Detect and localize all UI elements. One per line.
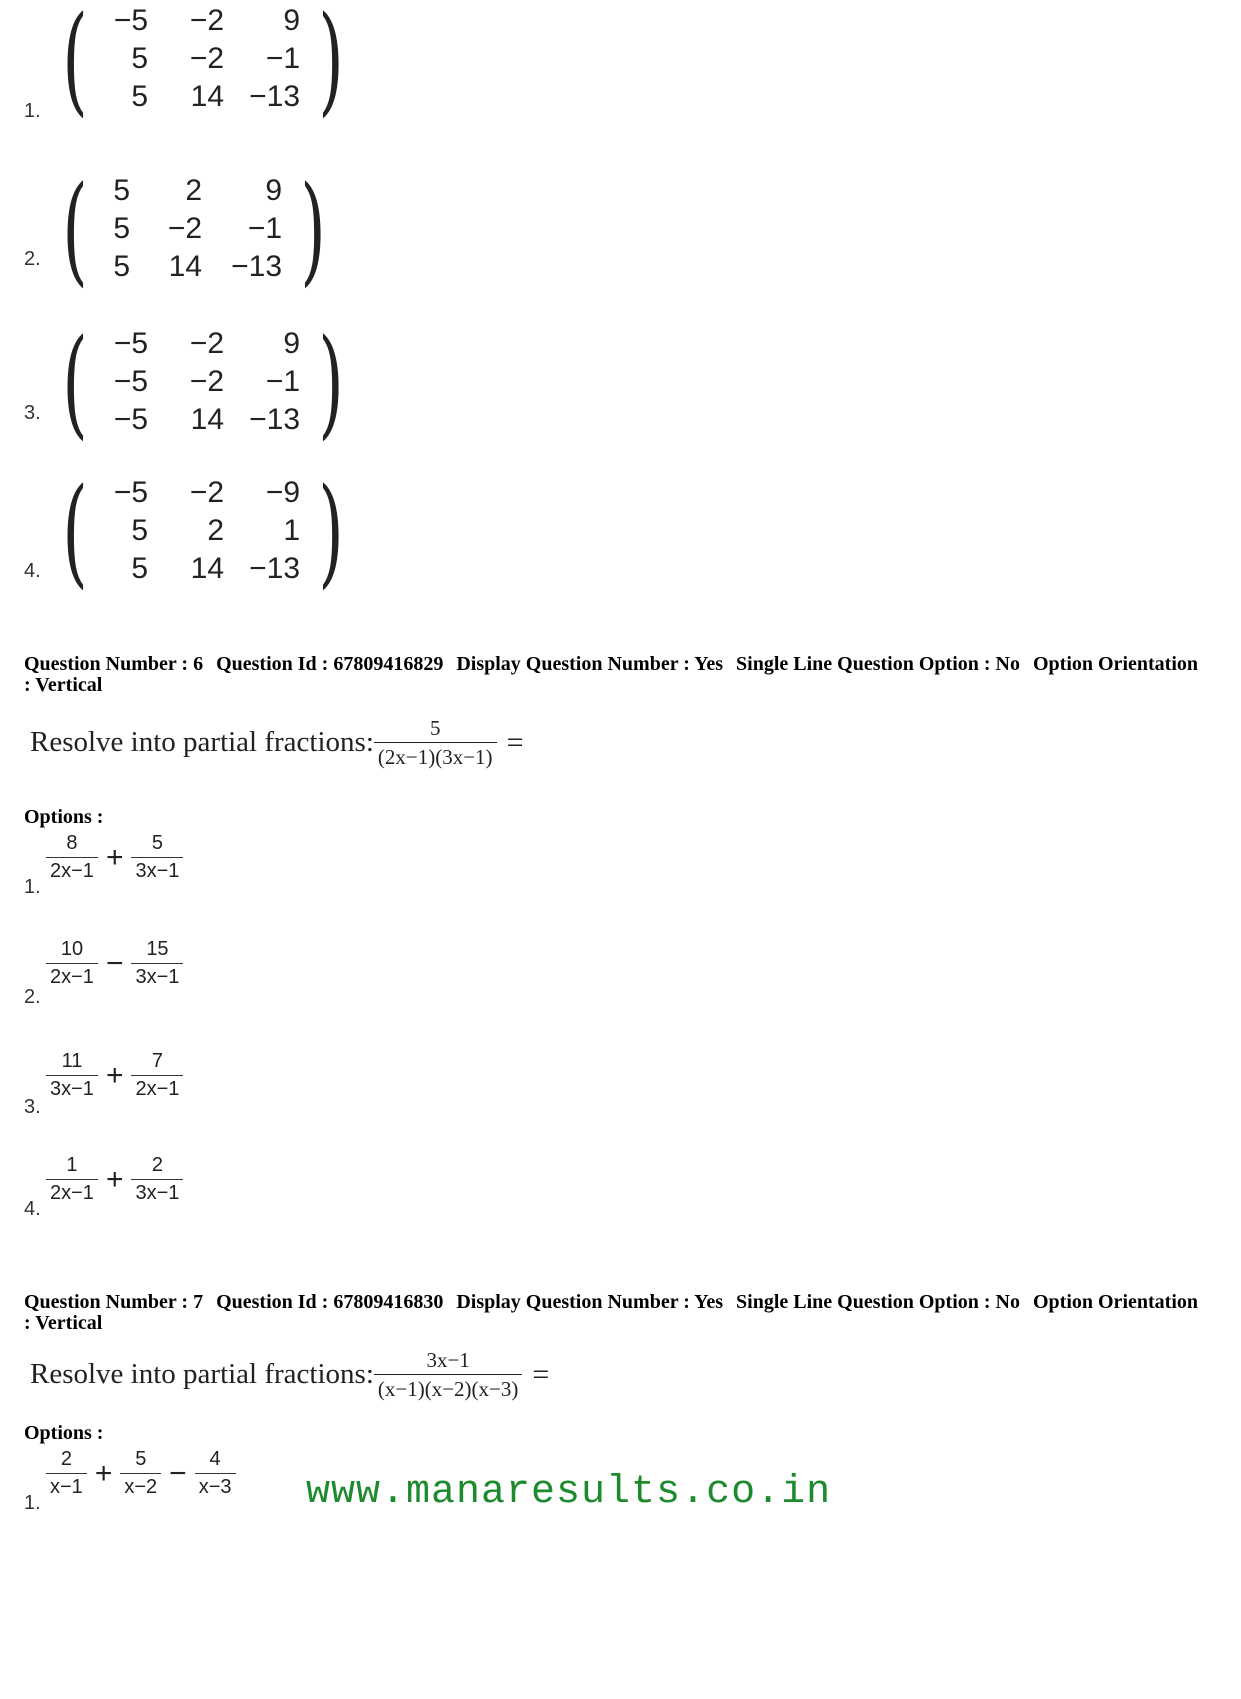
question-id-label: Question Id : 67809416830 — [216, 1291, 444, 1313]
options-label: Options : — [24, 806, 104, 828]
denominator: 3x−1 — [131, 857, 183, 883]
fraction — [46, 1154, 98, 1205]
statement-fraction — [374, 1348, 523, 1401]
matrix-cell: 5 — [113, 212, 131, 245]
matrix-cell: −2 — [189, 476, 225, 509]
matrix-cell: 5 — [113, 250, 131, 283]
matrix-cell: 9 — [283, 4, 301, 37]
numerator: 5 — [429, 716, 441, 740]
matrix-cell: −13 — [249, 552, 301, 585]
right-paren: ) — [318, 0, 344, 128]
option-expression — [46, 832, 183, 883]
matrix-cell: 5 — [131, 552, 149, 585]
matrix — [52, 462, 354, 600]
right-paren: ) — [318, 462, 344, 600]
fraction — [46, 938, 98, 989]
matrix-cell: −1 — [265, 42, 301, 75]
denominator: x−1 — [46, 1473, 87, 1499]
matrix-cell: 5 — [131, 42, 149, 75]
fraction — [131, 832, 183, 883]
option-number: 3. — [24, 402, 41, 424]
statement-lead: Resolve into partial fractions: — [30, 1358, 374, 1391]
matrix-cell: 2 — [185, 174, 203, 207]
fraction — [131, 938, 183, 989]
fraction — [46, 1448, 87, 1499]
matrix-cell: 14 — [190, 403, 225, 436]
matrix-cell: −13 — [249, 80, 301, 113]
denominator: 3x−1 — [131, 963, 183, 989]
option-orientation-label: Option Orientation : Vertical — [24, 1291, 1198, 1334]
denominator: 3x−1 — [131, 1179, 183, 1205]
matrix-cell: −5 — [113, 327, 149, 360]
options-label: Options : — [24, 1422, 104, 1444]
denominator: 2x−1 — [131, 1075, 183, 1101]
operator: + — [105, 1162, 124, 1196]
statement-fraction — [374, 716, 497, 769]
matrix-cell: −2 — [189, 4, 225, 37]
matrix-cell: −9 — [265, 476, 301, 509]
right-paren: ) — [300, 160, 326, 298]
denominator: x−2 — [120, 1473, 161, 1499]
matrix-cell: 5 — [131, 80, 149, 113]
single-line-option-label: Single Line Question Option : No — [736, 653, 1020, 675]
matrix-cell: −2 — [189, 42, 225, 75]
option-expression — [46, 1448, 236, 1499]
display-question-number-label: Display Question Number : Yes — [456, 653, 724, 675]
matrix-grid — [98, 325, 308, 439]
equals-sign: = — [506, 725, 524, 759]
denominator: x−3 — [195, 1473, 236, 1499]
numerator: 2 — [151, 1154, 163, 1176]
numerator: 10 — [60, 938, 84, 960]
option-expression — [46, 938, 183, 989]
equals-sign: = — [532, 1357, 550, 1391]
watermark-link[interactable]: www.manaresults.co.in — [306, 1470, 832, 1515]
matrix — [52, 313, 354, 451]
option-number: 4. — [24, 1198, 41, 1220]
matrix-grid — [98, 172, 290, 286]
matrix-cell: 5 — [131, 514, 149, 547]
matrix-grid — [98, 474, 308, 588]
single-line-option-label: Single Line Question Option : No — [736, 1291, 1020, 1313]
matrix-cell: 14 — [190, 552, 225, 585]
matrix-cell: −1 — [265, 365, 301, 398]
question-6-statement — [30, 716, 523, 769]
option-number: 1. — [24, 1492, 41, 1514]
numerator: 15 — [146, 938, 169, 960]
operator: − — [105, 946, 124, 980]
option-orientation-label: Option Orientation : Vertical — [24, 653, 1198, 696]
numerator: 4 — [209, 1448, 221, 1470]
option-number: 1. — [24, 100, 41, 122]
question-7-statement — [30, 1348, 549, 1401]
matrix-cell: −5 — [113, 403, 149, 436]
matrix-cell: −2 — [189, 365, 225, 398]
operator: + — [105, 840, 124, 874]
matrix-cell: −2 — [167, 212, 203, 245]
operator: + — [94, 1456, 113, 1490]
matrix-cell: 5 — [113, 174, 131, 207]
question-number-label: Question Number : 7 — [24, 1291, 204, 1313]
question-6-header — [24, 654, 1204, 696]
numerator: 11 — [61, 1050, 83, 1072]
numerator: 2 — [60, 1448, 72, 1470]
matrix-cell: −5 — [113, 476, 149, 509]
fraction — [131, 1050, 183, 1101]
right-paren: ) — [318, 313, 344, 451]
matrix-cell: −2 — [189, 327, 225, 360]
left-paren: ( — [62, 313, 88, 451]
matrix-cell: 14 — [168, 250, 203, 283]
matrix-cell: −5 — [113, 365, 149, 398]
denominator: (2x−1)(3x−1) — [374, 742, 497, 769]
question-number-label: Question Number : 6 — [24, 653, 204, 675]
fraction — [46, 832, 98, 883]
denominator: 2x−1 — [46, 857, 98, 883]
matrix-cell: 9 — [265, 174, 283, 207]
matrix-cell: −1 — [247, 212, 283, 245]
left-paren: ( — [62, 462, 88, 600]
matrix-cell: 9 — [283, 327, 301, 360]
left-paren: ( — [62, 160, 88, 298]
question-id-label: Question Id : 67809416829 — [216, 653, 444, 675]
statement-lead: Resolve into partial fractions: — [30, 726, 374, 759]
numerator: 8 — [66, 832, 78, 854]
fraction — [131, 1154, 183, 1205]
operator: + — [105, 1058, 124, 1092]
option-number: 2. — [24, 248, 41, 270]
denominator: (x−1)(x−2)(x−3) — [374, 1374, 523, 1401]
display-question-number-label: Display Question Number : Yes — [456, 1291, 724, 1313]
numerator: 5 — [135, 1448, 147, 1470]
option-expression — [46, 1050, 183, 1101]
matrix-cell: −5 — [113, 4, 149, 37]
fraction — [120, 1448, 161, 1499]
matrix-cell: −13 — [249, 403, 301, 436]
matrix — [52, 0, 354, 128]
fraction — [46, 1050, 98, 1101]
option-expression — [46, 1154, 183, 1205]
option-number: 4. — [24, 560, 41, 582]
matrix-cell: −13 — [231, 250, 283, 283]
option-number: 2. — [24, 986, 41, 1008]
option-number: 1. — [24, 876, 41, 898]
option-number: 3. — [24, 1096, 41, 1118]
left-paren: ( — [62, 0, 88, 128]
matrix-cell: 1 — [283, 514, 301, 547]
fraction — [195, 1448, 236, 1499]
numerator: 1 — [66, 1154, 78, 1176]
denominator: 2x−1 — [46, 1179, 98, 1205]
numerator: 7 — [151, 1050, 163, 1072]
denominator: 3x−1 — [46, 1075, 98, 1101]
matrix-grid — [98, 2, 308, 116]
numerator: 5 — [151, 832, 163, 854]
matrix-cell: 14 — [190, 80, 225, 113]
matrix — [52, 160, 336, 298]
question-7-header — [24, 1292, 1204, 1334]
matrix-cell: 2 — [207, 514, 225, 547]
operator: − — [169, 1456, 187, 1490]
numerator: 3x−1 — [426, 1348, 470, 1372]
denominator: 2x−1 — [46, 963, 98, 989]
